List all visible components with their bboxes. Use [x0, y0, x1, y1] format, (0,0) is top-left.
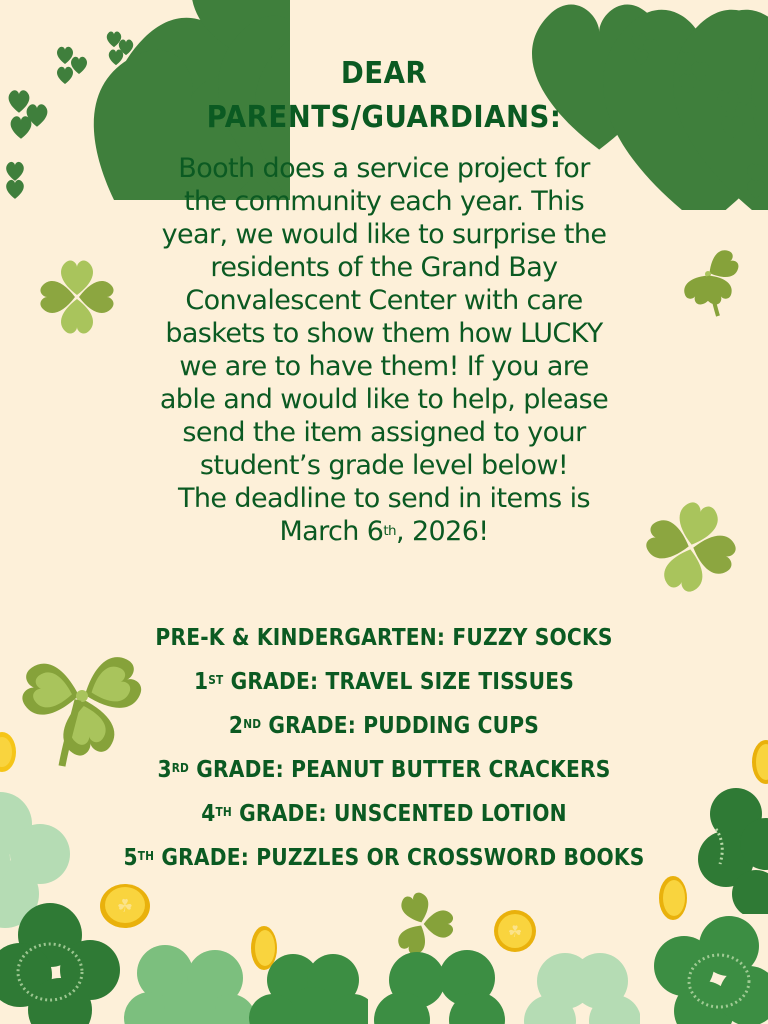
- body-line: Booth does a service project for: [178, 153, 590, 184]
- body-line: send the item assigned to your: [182, 417, 586, 448]
- page-title: [31, 52, 738, 140]
- deadline-year: , 2026!: [396, 516, 489, 547]
- grade-item-3rd: [46, 748, 722, 792]
- grade-suffix: TH: [215, 805, 232, 819]
- four-leaf-clover-icon: [644, 916, 768, 1024]
- svg-text:☘: ☘: [507, 924, 523, 941]
- gold-coin-icon: [656, 874, 690, 922]
- grade-label: GRADE: [261, 713, 348, 739]
- grade-number: 2: [228, 713, 244, 739]
- svg-text:☘: ☘: [116, 896, 134, 916]
- grade-item-4th: [46, 792, 722, 836]
- body-line: residents of the Grand Bay: [210, 252, 558, 283]
- grade-suffix: RD: [171, 761, 189, 775]
- grade-list: [0, 616, 768, 880]
- grade-number: 1: [193, 669, 209, 695]
- four-leaf-clover-icon: [520, 946, 640, 1024]
- four-leaf-clover-icon: [0, 900, 130, 1024]
- grade-number: 4: [201, 801, 216, 827]
- grade-item-2nd: [46, 704, 722, 748]
- grade-suffix: TH: [137, 849, 155, 863]
- grade-item: : PEANUT BUTTER CRACKERS: [275, 757, 611, 783]
- body-line: the community each year. This: [183, 186, 585, 217]
- grade-item: : FUZZY SOCKS: [436, 625, 613, 651]
- title-line: PARENTS/GUARDIANS:: [206, 100, 562, 135]
- grade-suffix: ST: [208, 673, 224, 687]
- body-line: year, we would like to surprise the: [161, 219, 607, 250]
- grade-item-5th: [46, 836, 722, 880]
- grade-label: GRADE: [188, 757, 276, 783]
- title-line: DEAR: [340, 56, 428, 91]
- body-line: able and would like to help, please: [159, 384, 609, 415]
- shamrock-icon: [670, 238, 748, 318]
- body-line: baskets to show them how LUCKY: [165, 318, 603, 349]
- grade-item: : PUZZLES OR CROSSWORD BOOKS: [240, 845, 645, 871]
- grade-suffix: ND: [243, 717, 262, 731]
- body-line: student’s grade level below!: [199, 450, 569, 481]
- grade-number: 3: [157, 757, 172, 783]
- grade-item-1st: [46, 660, 722, 704]
- body-text: [90, 152, 678, 548]
- deadline-date: March 6: [279, 516, 384, 547]
- grade-item: : UNSCENTED LOTION: [318, 801, 567, 827]
- grade-number: 5: [123, 845, 138, 871]
- grade-name: PRE-K & KINDERGARTEN: [155, 625, 437, 651]
- grade-label: GRADE: [223, 669, 310, 695]
- grade-item: : PUDDING CUPS: [347, 713, 540, 739]
- deadline-suffix: th: [383, 523, 396, 539]
- grade-label: GRADE: [231, 801, 319, 827]
- body-line: Convalescent Center with care: [185, 285, 583, 316]
- four-leaf-clover-icon: [372, 940, 512, 1024]
- deadline-line: [90, 515, 678, 548]
- grade-item: : TRAVEL SIZE TISSUES: [309, 669, 575, 695]
- body-line: we are to have them! If you are: [179, 351, 589, 382]
- four-leaf-clover-icon: [120, 938, 260, 1024]
- four-leaf-clover-icon: [248, 950, 368, 1024]
- grade-item-prek: [46, 616, 722, 660]
- grade-label: GRADE: [154, 845, 241, 871]
- body-line: The deadline to send in items is: [178, 483, 590, 514]
